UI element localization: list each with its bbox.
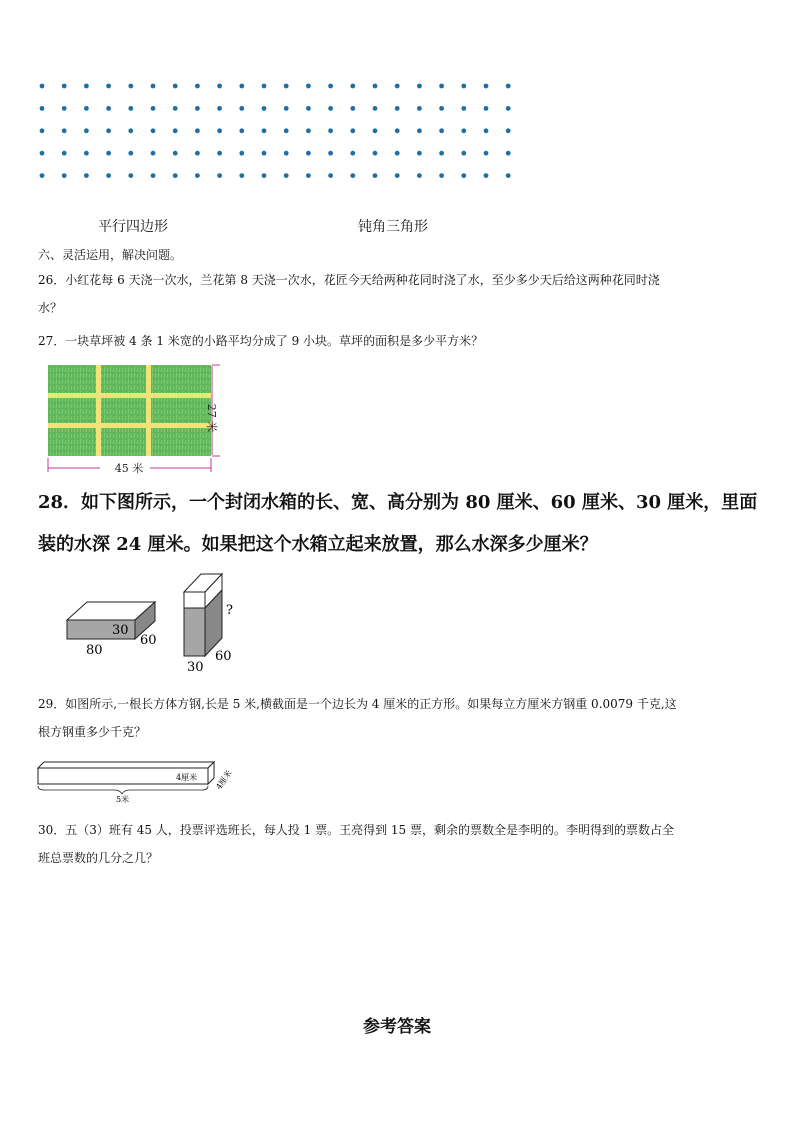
- grid-dot: [417, 128, 422, 133]
- grid-dot: [284, 173, 289, 178]
- grid-dot: [62, 84, 67, 89]
- question-26: [38, 266, 758, 322]
- grid-dot: [239, 173, 244, 178]
- grid-dot: [40, 128, 45, 133]
- grid-dot: [217, 173, 222, 178]
- grid-dot: [128, 84, 133, 89]
- grid-dot: [40, 151, 45, 156]
- grid-dot: [350, 128, 355, 133]
- grid-dot: [217, 84, 222, 89]
- grid-dot: [195, 173, 200, 178]
- grid-dot: [195, 106, 200, 111]
- grid-dot: [417, 106, 422, 111]
- grid-dot: [151, 151, 156, 156]
- grid-dot: [262, 106, 267, 111]
- grid-dot: [506, 151, 511, 156]
- path-vertical: [96, 365, 101, 456]
- grid-dot: [439, 173, 444, 178]
- height-label: 27 米: [205, 403, 218, 433]
- grid-dot: [439, 106, 444, 111]
- grid-dot: [40, 106, 45, 111]
- grid-dot: [128, 106, 133, 111]
- question-29-line2: 根方钢重多少千克？: [38, 725, 147, 739]
- grid-dot: [395, 128, 400, 133]
- grid-dot: [151, 128, 156, 133]
- grid-dot: [417, 173, 422, 178]
- grid-dot: [306, 151, 311, 156]
- grid-dot: [306, 128, 311, 133]
- grid-dot: [484, 128, 489, 133]
- tank1-length-label: 80: [86, 643, 103, 658]
- grid-dot: [373, 173, 378, 178]
- grid-dot: [128, 173, 133, 178]
- grid-dot: [151, 173, 156, 178]
- bar-height-label: 4厘米: [176, 773, 198, 782]
- question-28-line2: 装的水深 24 厘米。如果把这个水箱立起来放置，那么水深多少厘米？: [38, 534, 598, 555]
- grid-dot: [151, 106, 156, 111]
- tank2-length-label: 30: [187, 660, 204, 675]
- grid-dot: [350, 173, 355, 178]
- grid-dot: [417, 84, 422, 89]
- question-30-line1: 30．五（3）班有 45 人，投票评选班长，每人投 1 票。王亮得到 15 票，剩余的票数全是李明的。李明得到的票数占全: [38, 823, 674, 837]
- grid-dot: [128, 128, 133, 133]
- grid-dot: [239, 106, 244, 111]
- grid-dot: [40, 84, 45, 89]
- grid-dot: [239, 151, 244, 156]
- grid-dot: [106, 128, 111, 133]
- grid-dot: [84, 106, 89, 111]
- grid-dot: [284, 106, 289, 111]
- grid-dot: [62, 106, 67, 111]
- grid-dot: [350, 84, 355, 89]
- path-vertical: [146, 365, 151, 456]
- dot-grid: [36, 80, 516, 204]
- grid-dot: [262, 84, 267, 89]
- grid-dot: [128, 151, 133, 156]
- question-29-line1: 29．如图所示,一根长方体方钢,长是 5 米,横截面是一个边长为 4 厘米的正方形。如果每立方厘米方钢重 0.0079 千克,这: [38, 697, 677, 711]
- grid-dot: [173, 128, 178, 133]
- tank2-front-empty: [184, 592, 205, 608]
- grid-dot: [284, 151, 289, 156]
- grid-dot: [306, 84, 311, 89]
- grid-dot: [328, 84, 333, 89]
- tank2-width-label: 60: [215, 649, 232, 664]
- grid-dot: [395, 173, 400, 178]
- grid-dot: [40, 173, 45, 178]
- grid-dot: [106, 84, 111, 89]
- grid-dot: [106, 173, 111, 178]
- grid-dot: [506, 128, 511, 133]
- grid-dot: [195, 151, 200, 156]
- question-28: [38, 482, 768, 566]
- grid-dot: [395, 84, 400, 89]
- grid-dot: [262, 151, 267, 156]
- grid-dot: [173, 151, 178, 156]
- grid-dot: [395, 106, 400, 111]
- question-26-line2: 水？: [38, 301, 63, 315]
- grid-dot: [328, 128, 333, 133]
- grid-dot: [328, 151, 333, 156]
- steel-bar-figure: [34, 758, 244, 808]
- grid-dot: [84, 84, 89, 89]
- grid-dot: [350, 151, 355, 156]
- grid-dot: [173, 173, 178, 178]
- tank1-width-label: 60: [140, 633, 157, 648]
- question-29: [38, 690, 758, 746]
- water-tank-figure: [60, 568, 250, 678]
- lawn-figure: [40, 360, 240, 478]
- grid-dot: [284, 128, 289, 133]
- grid-dot: [417, 151, 422, 156]
- grid-dot: [284, 84, 289, 89]
- grid-dot: [439, 84, 444, 89]
- grid-dot: [84, 128, 89, 133]
- grid-dot: [373, 106, 378, 111]
- question-27: 27．一块草坪被 4 条 1 米宽的小路平均分成了 9 小块。草坪的面积是多少平方米？: [38, 334, 484, 348]
- grid-dot: [195, 84, 200, 89]
- grid-dot: [350, 106, 355, 111]
- grid-dot: [84, 173, 89, 178]
- grid-dot: [62, 128, 67, 133]
- grid-dot: [373, 151, 378, 156]
- width-label: 45 米: [114, 462, 144, 475]
- grid-dot: [62, 173, 67, 178]
- lawn: [48, 365, 211, 456]
- grid-dot: [461, 106, 466, 111]
- grid-dot: [195, 128, 200, 133]
- grid-dot: [461, 151, 466, 156]
- grid-dot: [217, 151, 222, 156]
- grid-dot: [239, 128, 244, 133]
- grid-dot: [484, 84, 489, 89]
- grid-dot: [461, 128, 466, 133]
- tank2-front-water: [184, 608, 205, 656]
- question-30-line2: 班总票数的几分之几？: [38, 851, 159, 865]
- grid-dot: [217, 106, 222, 111]
- question-30: [38, 816, 758, 872]
- grid-dot: [173, 106, 178, 111]
- question-28-line1: 28．如下图所示，一个封闭水箱的长、宽、高分别为 80 厘米、60 厘米、30 厘米，里面: [38, 492, 758, 513]
- bar-length-brace: [38, 786, 208, 794]
- grid-dot: [395, 151, 400, 156]
- tank2-unknown-label: ?: [226, 603, 233, 618]
- section-heading: 六、灵活运用，解决问题。: [38, 248, 183, 262]
- grid-dot: [262, 173, 267, 178]
- grid-dot: [328, 106, 333, 111]
- grid-dot: [439, 151, 444, 156]
- grid-dot: [373, 128, 378, 133]
- path-horizontal: [48, 423, 211, 428]
- answer-title: 参考答案: [363, 1017, 431, 1037]
- grid-dot: [84, 151, 89, 156]
- grid-dot: [439, 128, 444, 133]
- grid-dot: [328, 173, 333, 178]
- grid-dot: [106, 106, 111, 111]
- grid-dot: [306, 106, 311, 111]
- grid-dot: [217, 128, 222, 133]
- grid-dot: [306, 173, 311, 178]
- grid-dot: [461, 84, 466, 89]
- grid-dot: [173, 84, 178, 89]
- grid-dot: [484, 106, 489, 111]
- path-horizontal: [48, 393, 211, 398]
- grid-dot: [62, 151, 67, 156]
- grid-dot: [506, 84, 511, 89]
- grid-dot: [106, 151, 111, 156]
- question-26-line1: 26．小红花每 6 天浇一次水，兰花第 8 天浇一次水，花匠今天给两种花同时浇了水，至少多少天后给这两种花同时浇: [38, 273, 660, 287]
- grid-dot: [239, 84, 244, 89]
- grid-dot: [461, 173, 466, 178]
- bar-top: [38, 762, 214, 768]
- label-parallelogram: 平行四边形: [98, 219, 168, 235]
- grid-dot: [262, 128, 267, 133]
- grid-dot: [484, 173, 489, 178]
- label-obtuse-triangle: 钝角三角形: [358, 219, 428, 235]
- tank1-height-label: 30: [112, 623, 129, 638]
- bar-width-label: 4厘米: [214, 768, 234, 792]
- grid-dot: [506, 106, 511, 111]
- grid-dot: [484, 151, 489, 156]
- grid-dot: [151, 84, 156, 89]
- grid-dot: [506, 173, 511, 178]
- grid-dot: [373, 84, 378, 89]
- bar-length-label: 5米: [116, 795, 130, 804]
